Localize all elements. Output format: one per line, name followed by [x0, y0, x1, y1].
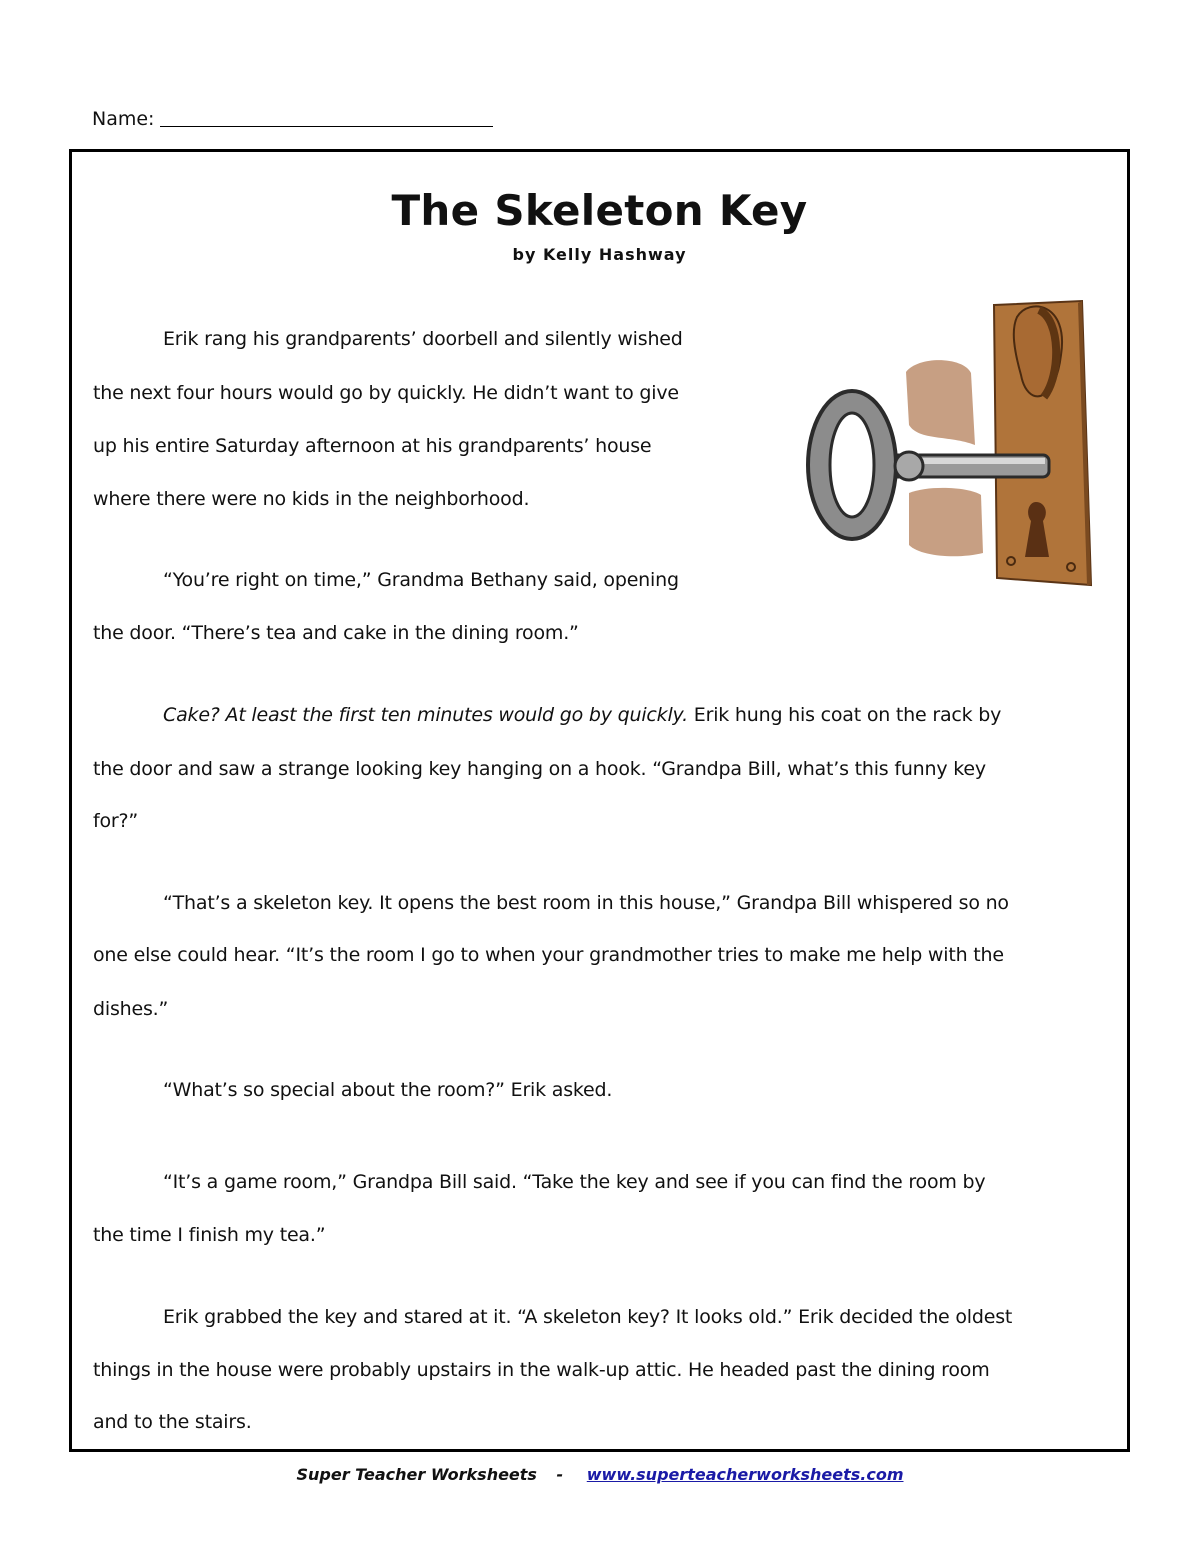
- key-collar: [895, 452, 923, 480]
- key-bow-hole: [830, 413, 874, 517]
- story-line: the door and saw a strange looking key hanging on a hook. “Grandpa Bill, what’s this funny key: [93, 758, 986, 780]
- skeleton-key-illustration: [799, 295, 1099, 595]
- story-line: Erik grabbed the key and stared at it. “A skeleton key? It looks old.” Erik decided the oldest: [163, 1306, 1013, 1328]
- story-line: and to the stairs.: [93, 1411, 252, 1433]
- name-field[interactable]: [92, 108, 493, 130]
- footer-separator: -: [556, 1465, 564, 1484]
- story-line: the next four hours would go by quickly. He didn’t want to give: [93, 382, 679, 404]
- footer-url-link[interactable]: www.superteacherworksheets.com: [586, 1465, 904, 1484]
- footer: [0, 1465, 1200, 1484]
- story-line: [163, 704, 1001, 726]
- story-line: one else could hear. “It’s the room I go to when your grandmother tries to make me help with the: [93, 944, 1004, 966]
- story-line: where there were no kids in the neighborhood.: [93, 488, 530, 510]
- story-line: the time I finish my tea.”: [93, 1224, 326, 1246]
- story-line: Erik rang his grandparents’ doorbell and silently wished: [163, 328, 683, 350]
- shadow-shape: [909, 488, 983, 556]
- story-line: “You’re right on time,” Grandma Bethany said, opening: [163, 569, 679, 591]
- story-line: “What’s so special about the room?” Erik asked.: [163, 1079, 613, 1101]
- worksheet-frame: [69, 149, 1130, 1452]
- italic-thought: Cake? At least the first ten minutes would go by quickly.: [163, 704, 688, 726]
- story-line: up his entire Saturday afternoon at his grandparents’ house: [93, 435, 652, 457]
- story-line: the door. “There’s tea and cake in the dining room.”: [93, 622, 579, 644]
- name-label: Name:: [92, 108, 155, 130]
- footer-brand: Super Teacher Worksheets: [296, 1465, 537, 1484]
- name-underline[interactable]: [160, 108, 493, 127]
- story-line: dishes.”: [93, 998, 169, 1020]
- story-line-rest: Erik hung his coat on the rack by: [693, 704, 1002, 726]
- story-byline: by Kelly Hashway: [512, 245, 687, 264]
- story-line: “It’s a game room,” Grandpa Bill said. “Take the key and see if you can find the room by: [163, 1171, 986, 1193]
- story-line: things in the house were probably upstairs in the walk-up attic. He headed past the dining room: [93, 1359, 990, 1381]
- story-title: The Skeleton Key: [391, 186, 808, 235]
- story-line: for?”: [93, 810, 139, 832]
- shadow-shape: [906, 360, 975, 445]
- story-line: “That’s a skeleton key. It opens the best room in this house,” Grandpa Bill whispered so no: [163, 892, 1009, 914]
